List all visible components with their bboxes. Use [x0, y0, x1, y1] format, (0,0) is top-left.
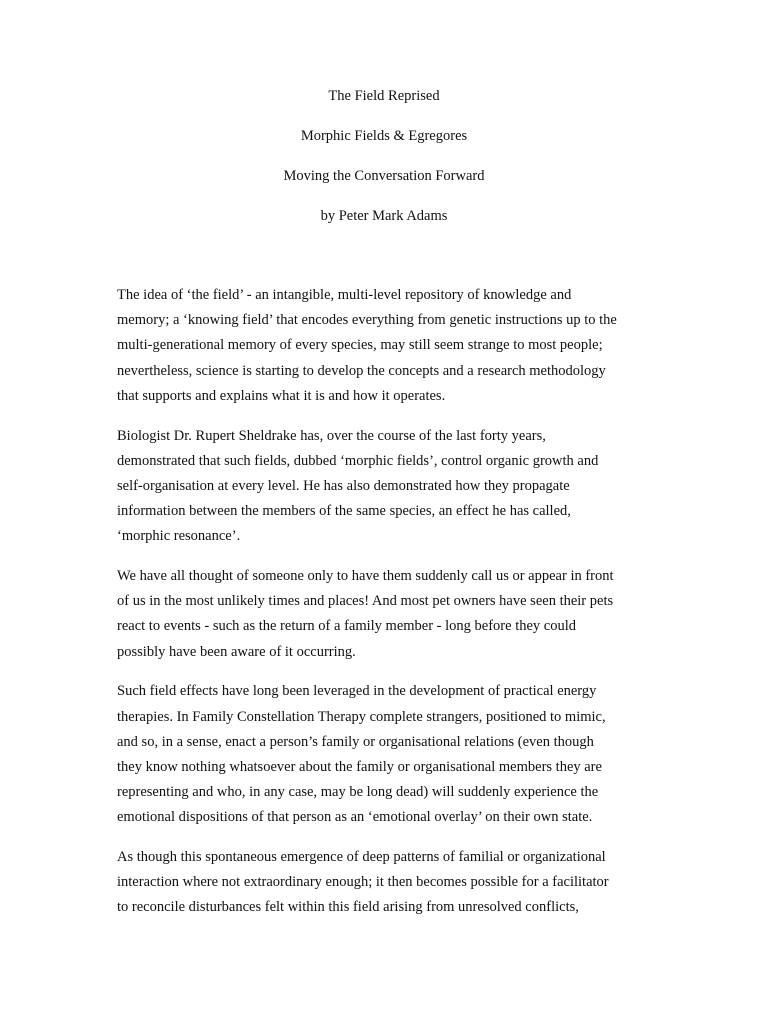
- text-line: As though this spontaneous emergence of deep patterns of familial or organizational: [117, 849, 606, 866]
- text-line: possibly have been aware of it occurring.: [117, 643, 356, 660]
- document-body: [117, 283, 657, 935]
- text-line: We have all thought of someone only to have them suddenly call us or appear in front: [117, 568, 614, 585]
- document-author: by Peter Mark Adams: [320, 208, 448, 224]
- document-subtitle: Morphic Fields & Egregores: [300, 128, 468, 144]
- text-line: they know nothing whatsoever about the family or organisational members they are: [117, 758, 602, 775]
- paragraph-2: [117, 424, 657, 550]
- text-line: memory; a ‘knowing field’ that encodes everything from genetic instructions up to the: [117, 312, 617, 329]
- paragraph-5: [117, 845, 657, 921]
- text-line: nevertheless, science is starting to develop the concepts and a research methodology: [117, 362, 606, 379]
- text-line: react to events - such as the return of a family member - long before they could: [117, 618, 576, 635]
- document-title: The Field Reprised: [328, 88, 440, 104]
- text-line: representing and who, in any case, may be long dead) will suddenly experience the: [117, 784, 599, 801]
- text-line: of us in the most unlikely times and places! And most pet owners have seen their pets: [117, 593, 614, 610]
- text-line: therapies. In Family Constellation Therapy complete strangers, positioned to mimic,: [117, 708, 606, 725]
- title-block: [0, 86, 768, 246]
- document-tagline: Moving the Conversation Forward: [283, 168, 485, 184]
- paragraph-1: [117, 283, 657, 409]
- text-line: Such field effects have long been leveraged in the development of practical energy: [117, 683, 597, 700]
- text-line: that supports and explains what it is and how it operates.: [117, 387, 446, 404]
- paragraph-4: [117, 679, 657, 830]
- text-line: information between the members of the same species, an effect he has called,: [117, 503, 571, 520]
- text-line: and so, in a sense, enact a person’s family or organisational relations (even though: [117, 733, 594, 750]
- text-line: interaction where not extraordinary enough; it then becomes possible for a facilitator: [117, 874, 609, 891]
- text-line: emotional dispositions of that person as an ‘emotional overlay’ on their own state.: [117, 809, 593, 826]
- text-line: to reconcile disturbances felt within this field arising from unresolved conflicts,: [117, 899, 579, 916]
- text-line: ‘morphic resonance’.: [117, 528, 241, 545]
- paragraph-3: [117, 564, 657, 665]
- text-line: The idea of ‘the field’ - an intangible, multi-level repository of knowledge and: [117, 287, 572, 303]
- text-line: multi-generational memory of every species, may still seem strange to most people;: [117, 337, 603, 354]
- text-line: Biologist Dr. Rupert Sheldrake has, over the course of the last forty years,: [117, 427, 546, 444]
- text-line: demonstrated that such fields, dubbed ‘morphic fields’, control organic growth and: [117, 452, 599, 469]
- text-line: self-organisation at every level. He has also demonstrated how they propagate: [117, 477, 570, 494]
